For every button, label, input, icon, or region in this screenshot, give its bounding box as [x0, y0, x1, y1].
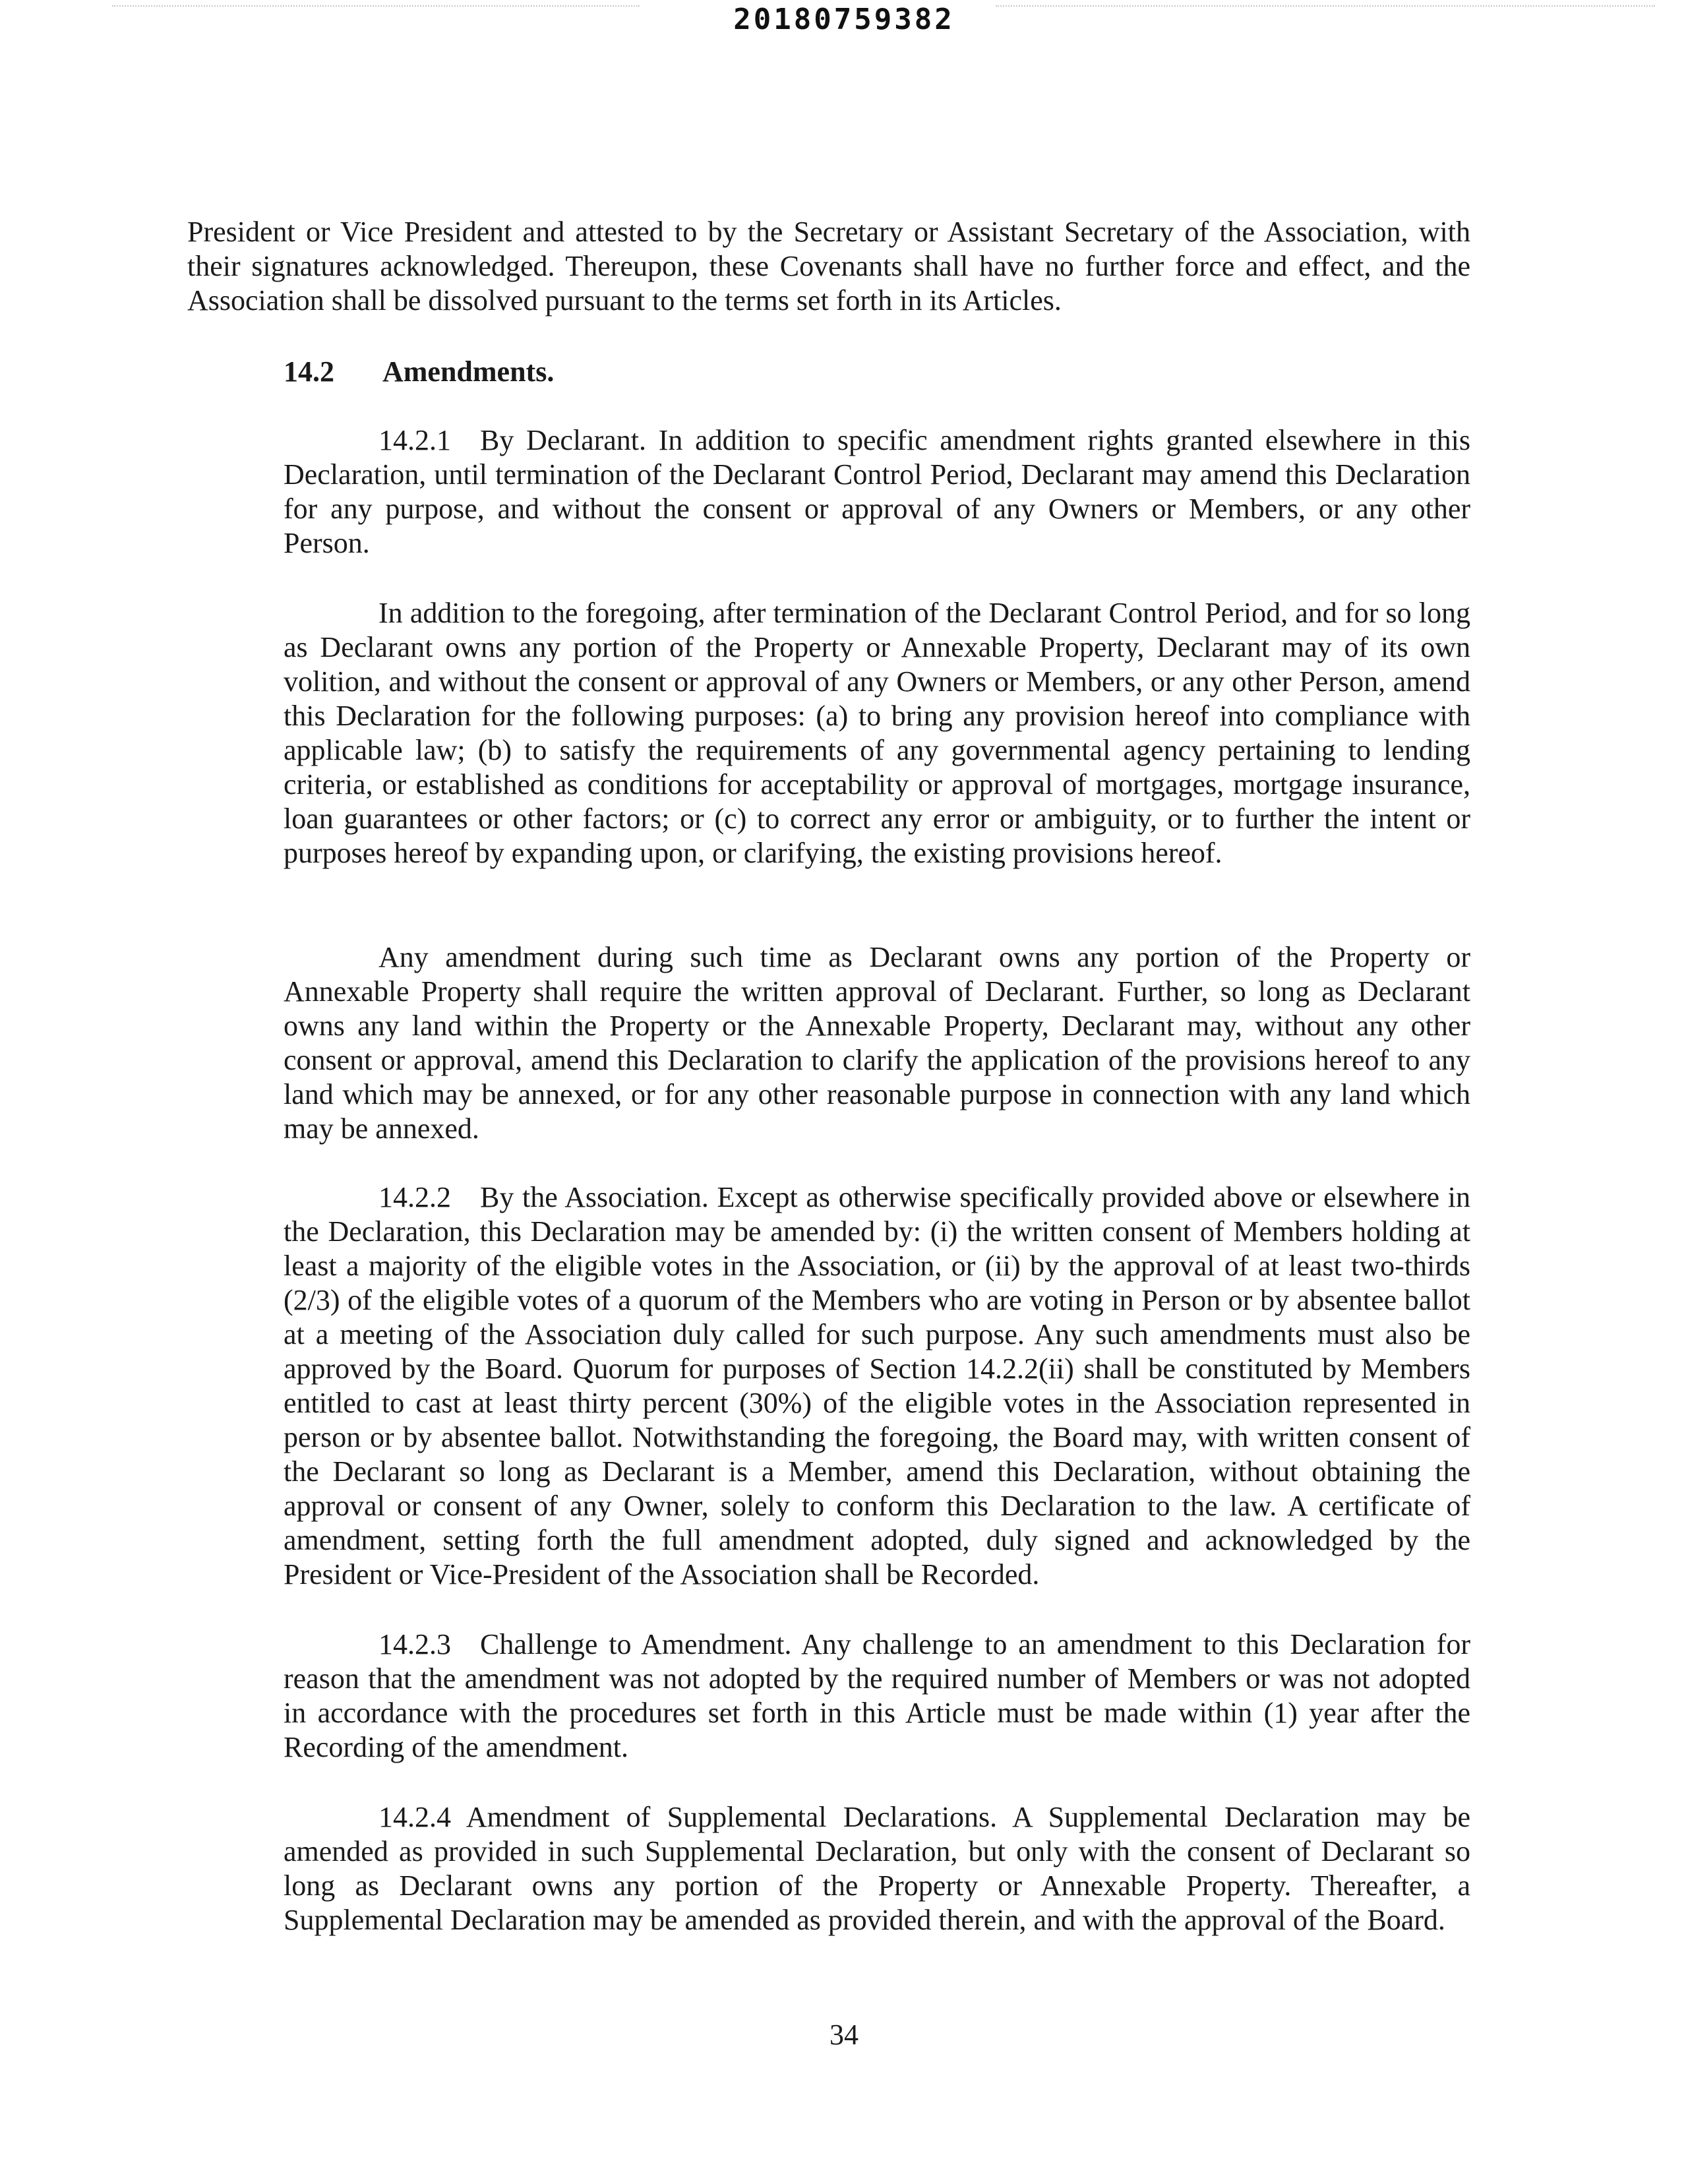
- paragraph-14-2-3: 14.2.3 Challenge to Amendment. Any challenge to an amendment to this Declaration for reason that the amendment was not adopted by the required number of Members or was not adopted in accordance with the procedures set forth in this Article must be made within (1) year after the Recording of the amendment.: [284, 1628, 1470, 1763]
- section-heading: [284, 355, 554, 388]
- paragraph-14-2-1: 14.2.1 By Declarant. In addition to specific amendment rights granted elsewhere in this Declaration, until termination of the Declarant Control Period, Declarant may amend this Declaration for any purpose, and without the consent or approval of any Owners or Members, or any other Person.: [284, 424, 1470, 559]
- intro-paragraph: President or Vice President and attested to by the Secretary or Assistant Secretary of the Association, with their signatures acknowledged. Thereupon, these Covenants shall have no further force and effect, and the Association shall be dissolved pursuant to the terms set forth in its Articles.: [187, 216, 1470, 317]
- section-title: Amendments.: [382, 355, 555, 388]
- paragraph-14-2-4: 14.2.4 Amendment of Supplemental Declarations. A Supplemental Declaration may be amended as provided in such Supplemental Declaration, but only with the consent of Declarant so long as Declarant owns any portion of the Property or Annexable Property. Thereafter, a Supplemental Declaration may be amended as provided therein, and with the approval of the Board.: [284, 1801, 1470, 1936]
- paragraph-14-2-2: 14.2.2 By the Association. Except as otherwise specifically provided above or elsewhere in the Declaration, this Declaration may be amended by: (i) the written consent of Members holding at least a majority of the eligible votes in the Association, or (ii) by the approval of at least two-thirds (2/3) of the eligible votes of a quorum of the Members who are voting in Person or by absentee ballot at a meeting of the Association duly called for such purpose. Any such amendments must also be approved by the Board. Quorum for purposes of Section 14.2.2(ii) shall be constituted by Members entitled to cast at least thirty percent (30%) of the eligible votes in the Association represented in person or by absentee ballot. Notwithstanding the foregoing, the Board may, with written consent of the Declarant so long as Declarant is a Member, amend this Declaration, without obtaining the approval or consent of any Owner, solely to conform this Declaration to the law. A certificate of amendment, setting forth the full amendment adopted, duly signed and acknowledged by the President or Vice-President of the Association shall be Recorded.: [284, 1181, 1470, 1591]
- paragraph-declarant-purposes: In addition to the foregoing, after termination of the Declarant Control Period, and for so long as Declarant owns any portion of the Property or Annexable Property, Declarant may of its own volition, and without the consent or approval of any Owners or Members, or any other Person, amend this Declaration for the following purposes: (a) to bring any provision hereof into compliance with applicable law; (b) to satisfy the requirements of any governmental agency pertaining to lending criteria, or established as conditions for acceptability or approval of mortgages, mortgage insurance, loan guarantees or other factors; or (c) to correct any error or ambiguity, or to further the intent or purposes hereof by expanding upon, or clarifying, the existing provisions hereof.: [284, 597, 1470, 869]
- page-number: 34: [829, 2018, 859, 2051]
- section-number: 14.2: [284, 355, 334, 388]
- document-number: 20180759382: [733, 3, 955, 36]
- paragraph-declarant-approval: Any amendment during such time as Declarant owns any portion of the Property or Annexable Property shall require the written approval of Declarant. Further, so long as Declarant owns any land within the Property or the Annexable Property, Declarant may, without any other consent or approval, amend this Declaration to clarify the application of the provisions hereof to any land which may be annexed, or for any other reasonable purpose in connection with any land which may be annexed.: [284, 941, 1470, 1145]
